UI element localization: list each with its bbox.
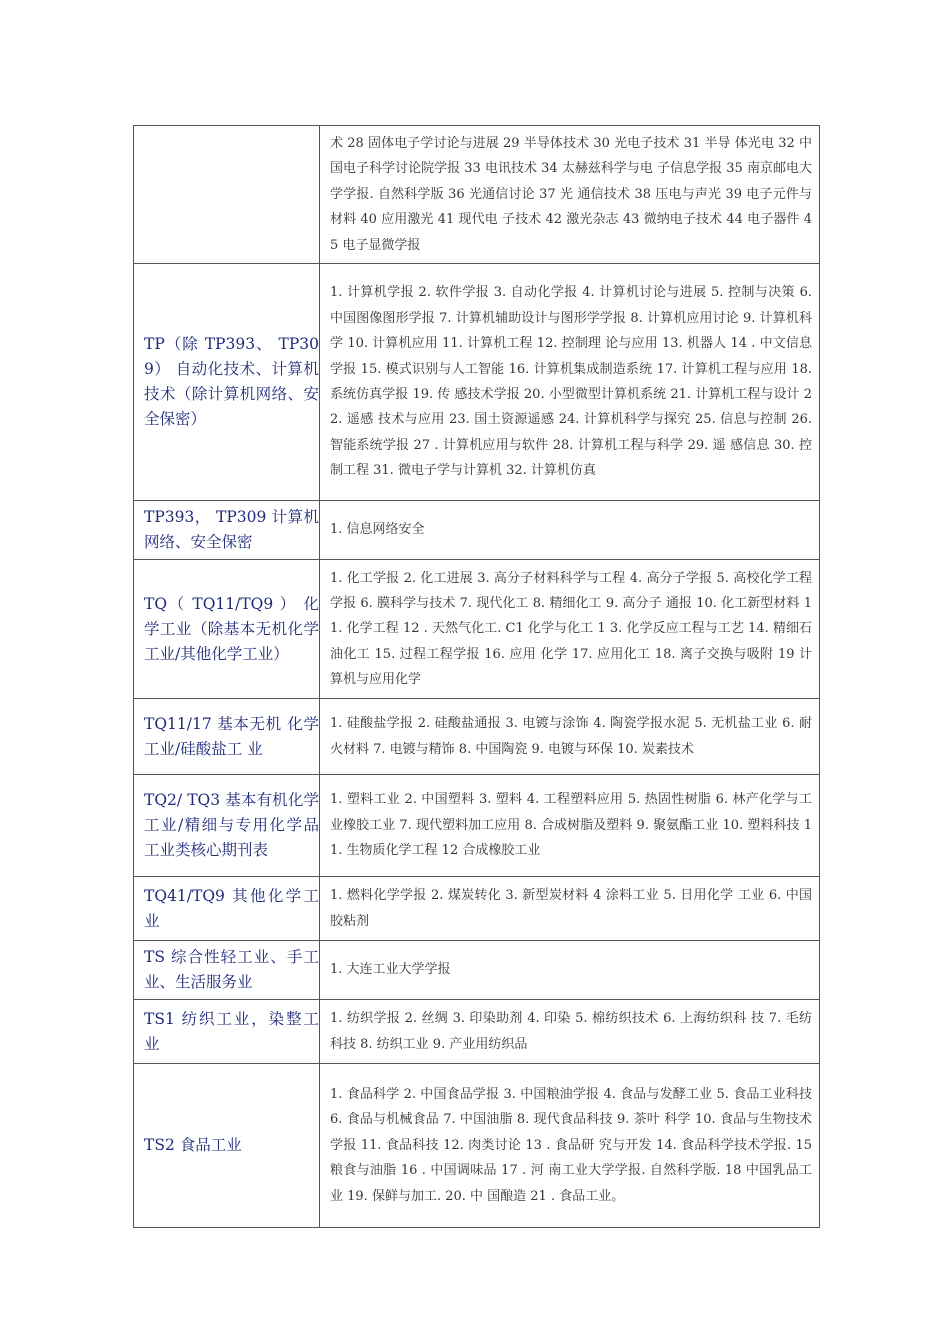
journals-cell: 1. 大连工业大学学报 [320,941,820,1000]
category-cell: TP（除 TP393、 TP309） 自动化技术、计算机技术（除计算机网络、安全保密） [134,264,320,501]
category-cell: TP393， TP309 计算机网络、安全保密 [134,501,320,560]
table-row [134,877,820,941]
journals-cell: 1. 计算机学报 2. 软件学报 3. 自动化学报 4. 计算机讨论与进展 5. 控制与决策 6. 中国图像图形学报 7. 计算机辅助设计与图形学学报 8. 计算机应用讨论 9. 计算机科学 10. 计算机应用 11. 计算机工程 12. 控制理 论与应用 13. 机器人 14 . 中文信息学报 15. 模式识别与人工智能 16. 计算机集成制造系统 17. 计算机工程与应用 18. 系统仿真学报 19. 传 感技术学报 20. 小型微型计算机系统 21. 计算机工程与设计 22. 遥感 技术与应用 23. 国土资源遥感 24. 计算机科学与探究 25. 信息与控制 26. 智能系统学报 27 . 计算机应用与软件 28. 计算机工程与科学 29. 遥 感信息 30. 控制工程 31. 微电子学与计算机 32. 计算机仿真 [320,264,820,501]
category-cell: TQ（ TQ11/TQ9 ） 化学工业（除基本无机化学工业/其他化学工业） [134,560,320,699]
journals-cell: 1. 硅酸盐学报 2. 硅酸盐通报 3. 电镀与涂饰 4. 陶瓷学报水泥 5. 无机盐工业 6. 耐火材料 7. 电镀与精饰 8. 中国陶瓷 9. 电镀与环保 10. 炭素技术 [320,699,820,775]
journals-cell: 1. 燃料化学学报 2. 煤炭转化 3. 新型炭材料 4 涂料工业 5. 日用化学 工业 6. 中国胶粘剂 [320,877,820,941]
journals-cell: 1. 信息网络安全 [320,501,820,560]
table-row [134,1000,820,1064]
journals-cell: 1. 化工学报 2. 化工进展 3. 高分子材料科学与工程 4. 高分子学报 5. 高校化学工程学报 6. 膜科学与技术 7. 现代化工 8. 精细化工 9. 高分子 通报 10. 化工新型材料 11. 化学工程 12 . 天然气化工. C1 化学与化工 1 3. 化学反应工程与工艺 14. 精细石油化工 15. 过程工程学报 16. 应用 化学 17. 应用化工 18. 离子交换与吸附 19 计算机与应用化学 [320,560,820,699]
journal-catalog-table [133,125,820,1228]
table-row [134,264,820,501]
category-cell: TQ2/ TQ3 基本有机化学工业/精细与专用化学品工业类核心期刊表 [134,775,320,877]
category-cell [134,126,320,264]
journals-cell: 1. 纺织学报 2. 丝绸 3. 印染助剂 4. 印染 5. 棉纺织技术 6. 上海纺织科 技 7. 毛纺科技 8. 纺织工业 9. 产业用纺织品 [320,1000,820,1064]
category-cell: TQ11/17 基本无机 化学工业/硅酸盐工 业 [134,699,320,775]
journals-cell: 1. 食品科学 2. 中国食品学报 3. 中国粮油学报 4. 食品与发酵工业 5. 食品工业科技 6. 食品与机械食品 7. 中国油脂 8. 现代食品科技 9. 茶叶 科学 10. 食品与生物技术学报 11. 食品科技 12. 肉类讨论 13 . 食品研 究与开发 14. 食品科学技术学报. 15 粮食与油脂 16 . 中国调味品 17 . 河 南工业大学学报. 自然科学版. 18 中国乳品工业 19. 保鲜与加工. 20. 中 国酿造 21 . 食品工业。 [320,1064,820,1228]
table-row [134,560,820,699]
category-cell: TS2 食品工业 [134,1064,320,1228]
journals-cell: 1. 塑料工业 2. 中国塑料 3. 塑料 4. 工程塑料应用 5. 热固性树脂 6. 林产化学与工业橡胶工业 7. 现代塑料加工应用 8. 合成树脂及塑料 9. 聚氨酯工业 10. 塑料科技 11. 生物质化学工程 12 合成橡胶工业 [320,775,820,877]
category-cell: TS1 纺织工业，染整工业 [134,1000,320,1064]
table-row [134,699,820,775]
table-row [134,126,820,264]
category-cell: TS 综合性轻工业、手工业、生活服务业 [134,941,320,1000]
table-row [134,1064,820,1228]
journals-cell: 术 28 固体电子学讨论与进展 29 半导体技术 30 光电子技术 31 半导 体光电 32 中国电子科学讨论院学报 33 电讯技术 34 太赫兹科学与电 子信息学报 35 南京邮电大学学报. 自然科学版 36 光通信讨论 37 光 通信技术 38 压电与声光 39 电子元件与材料 40 应用激光 41 现代电 子技术 42 激光杂志 43 微纳电子技术 44 电子器件 45 电子显微学报 [320,126,820,264]
table-row [134,775,820,877]
document-page [133,125,819,1228]
table-row [134,941,820,1000]
category-cell: TQ41/TQ9 其他化学工业 [134,877,320,941]
table-row [134,501,820,560]
